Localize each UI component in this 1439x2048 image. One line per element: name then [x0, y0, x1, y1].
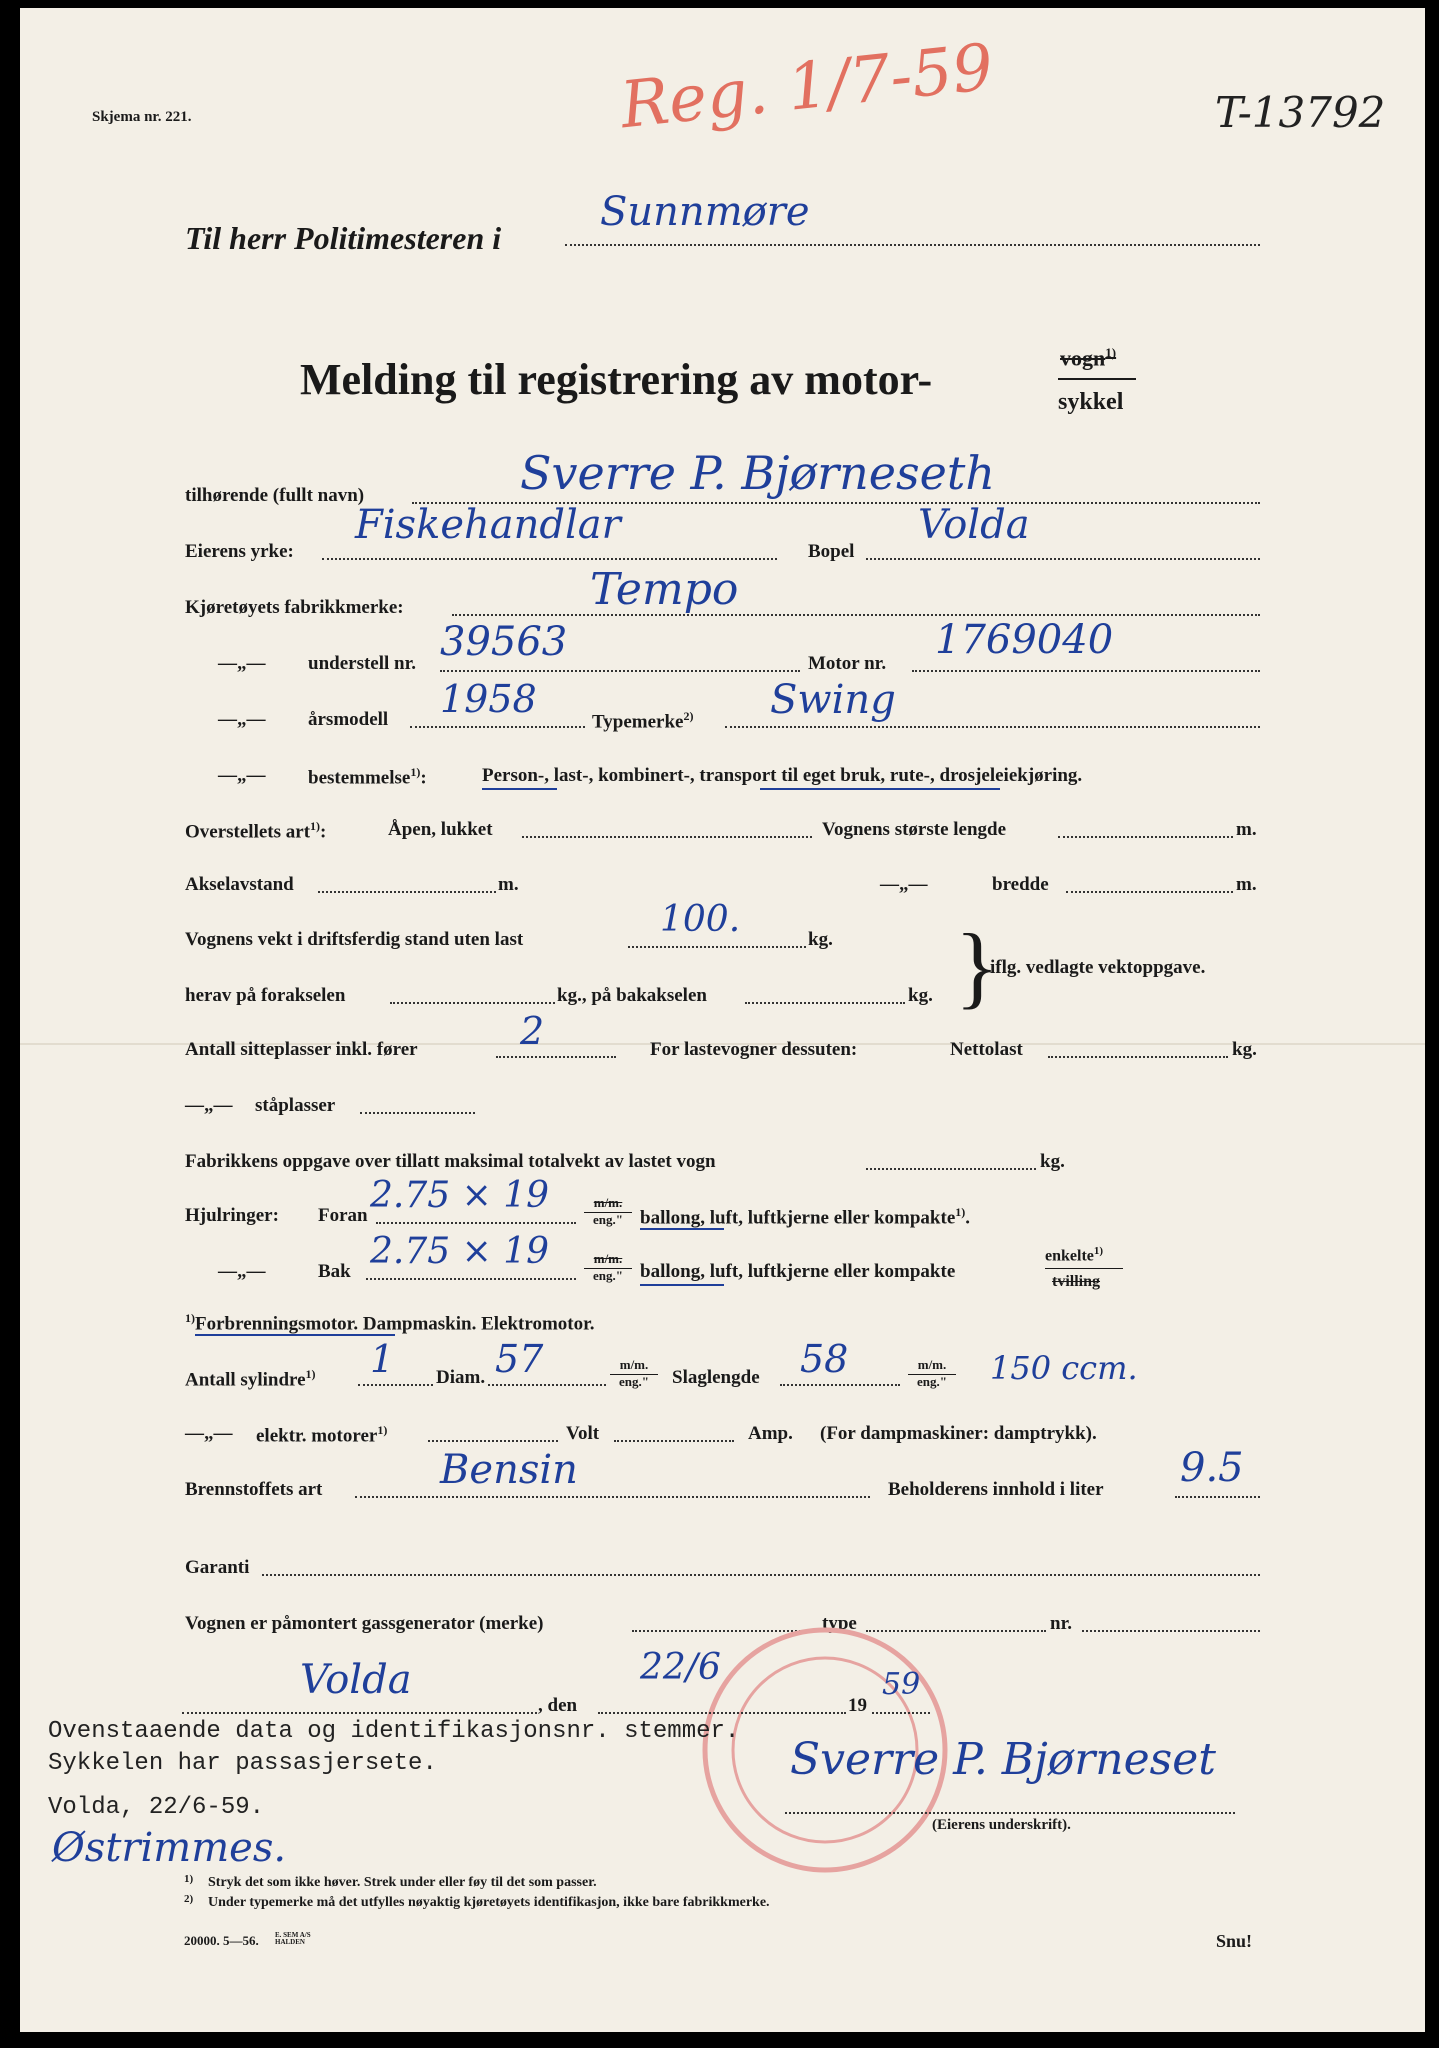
engine-number-line: [912, 670, 1260, 672]
occupation-label: Eierens yrke:: [185, 541, 294, 562]
tyres-rear-ballong-underline: [640, 1284, 724, 1286]
tyres-twin-label: tvilling: [1052, 1273, 1101, 1290]
diam-value: 57: [495, 1337, 544, 1381]
cylinders-line: [358, 1384, 433, 1386]
diam-unit: m/m. eng.": [610, 1358, 658, 1390]
electric-label: elektr. motorer$^{1)}$: [256, 1423, 388, 1447]
addressee-value: Sunnmøre: [600, 189, 810, 235]
standing-line: [360, 1112, 475, 1114]
police-note-line1: Ovenstaaende data og identifikasjonsnr. stemmer.: [48, 1718, 740, 1745]
width-label: bredde: [992, 874, 1049, 895]
occupation-line: [322, 558, 777, 560]
warranty-line: [262, 1574, 1260, 1576]
electric-line: [428, 1440, 558, 1442]
tyres-rear-label: Bak: [318, 1261, 351, 1282]
purpose-transport-underline: [760, 788, 1000, 790]
max-length-line: [1058, 836, 1233, 838]
max-total-line: [866, 1168, 1036, 1170]
tyres-front-unit: m/m. eng.": [584, 1196, 632, 1228]
tank-value: 9.5: [1180, 1445, 1244, 1491]
owner-signature-line: [785, 1812, 1235, 1814]
seats-value: 2: [520, 1009, 545, 1053]
weight-value: 100.: [660, 899, 741, 940]
tank-label: Beholderens innhold i liter: [888, 1479, 1104, 1500]
purpose-person-underline: [482, 788, 557, 790]
tyres-front-options: ballong, luft, luftkjerne eller kompakte$^{1)}$.: [640, 1205, 971, 1229]
rear-axle-unit: kg.: [908, 985, 933, 1006]
tyres-front-ballong-underline: [640, 1228, 724, 1230]
front-axle-line: [390, 1002, 555, 1004]
warranty-label: Garanti: [185, 1557, 250, 1578]
cylinders-value: 1: [370, 1337, 395, 1381]
chassis-value: 39563: [440, 619, 568, 665]
tyres-front-value: 2.75 × 19: [370, 1175, 550, 1216]
make-label: Kjøretøyets fabrikkmerke:: [185, 597, 404, 618]
diam-label: Diam.: [436, 1367, 486, 1388]
footnote-1-mark: 1): [184, 1873, 194, 1885]
seats-label: Antall sitteplasser inkl. fører: [185, 1039, 418, 1060]
fuel-value: Bensin: [440, 1447, 578, 1493]
tyres-rear-unit: m/m. eng.": [584, 1252, 632, 1284]
chassis-label: understell nr.: [308, 653, 417, 674]
addressee-label: Til herr Politimesteren i: [185, 220, 502, 256]
wheelbase-unit: m.: [498, 874, 519, 895]
gas-nr-line: [1082, 1630, 1260, 1632]
turn-over-note: Snu!: [1216, 1931, 1253, 1951]
year-line: [872, 1712, 930, 1714]
fuel-line: [355, 1496, 870, 1498]
weight-note: iflg. vedlagte vektoppgave.: [990, 957, 1206, 978]
date-label: , den: [538, 1695, 578, 1716]
displacement-value: 150 ccm.: [990, 1349, 1138, 1387]
engine-number-value: 1769040: [935, 617, 1114, 663]
date-line: [598, 1712, 846, 1714]
stroke-line: [780, 1384, 900, 1386]
volt-label: Volt: [566, 1423, 600, 1444]
tyres-label: Hjulringer:: [185, 1205, 279, 1226]
stroke-unit: m/m. eng.": [908, 1358, 956, 1390]
type-value: Swing: [770, 677, 896, 723]
ditto-mark-1: —„—: [218, 653, 266, 674]
front-axle-label: herav på forakselen: [185, 985, 346, 1006]
residence-line: [866, 558, 1260, 560]
engine-types-underline: [195, 1334, 395, 1336]
footnote-1: Stryk det som ikke høver. Strek under eller føy til det som passer.: [208, 1875, 597, 1890]
tyres-front-line: [376, 1222, 576, 1224]
make-value: Tempo: [590, 564, 739, 615]
gas-label: Vognen er påmontert gassgenerator (merke): [185, 1613, 544, 1634]
tyres-rear-options: ballong, luft, luftkjerne eller kompakte: [640, 1261, 956, 1282]
police-note-line3: Volda, 22/6-59.: [48, 1794, 265, 1821]
printer: E. SEM A/S HALDEN: [275, 1931, 311, 1946]
cylinders-label: Antall sylindre$^{1)}$: [185, 1367, 316, 1391]
ditto-mark-2: —„—: [218, 709, 266, 730]
gas-nr-label: nr.: [1050, 1613, 1073, 1634]
engine-types: $^{1)}$Forbrenningsmotor. Dampmaskin. Elektromotor.: [185, 1311, 595, 1335]
owner-label: tilhørende (fullt navn): [185, 485, 365, 506]
stroke-value: 58: [800, 1337, 849, 1381]
seats-line: [496, 1056, 616, 1058]
weight-brace: }: [955, 915, 1000, 1017]
officer-signature: Østrimmes.: [52, 1825, 287, 1871]
owner-value: Sverre P. Bjørneseth: [520, 446, 995, 500]
occupation-value: Fiskehandlar: [355, 502, 621, 548]
ditto-mark-6: —„—: [218, 1261, 266, 1282]
truck-label: For lastevogner dessuten:: [650, 1039, 858, 1060]
model-year-line: [410, 726, 585, 728]
net-load-unit: kg.: [1232, 1039, 1257, 1060]
max-total-label: Fabrikkens oppgave over tillatt maksimal totalvekt av lastet vogn: [185, 1151, 716, 1172]
wheelbase-line: [318, 891, 496, 893]
form-number: Skjema nr. 221.: [92, 109, 192, 125]
stroke-label: Slaglengde: [672, 1367, 760, 1388]
date-value: 22/6: [640, 1647, 721, 1688]
width-line: [1066, 891, 1233, 893]
tyres-rear-line: [366, 1278, 576, 1280]
title-option-sykkel: sykkel: [1058, 389, 1124, 415]
weight-label: Vognens vekt i driftsferdig stand uten last: [185, 929, 524, 950]
standing-label: ståplasser: [255, 1095, 336, 1116]
residence-label: Bopel: [808, 541, 855, 562]
place-value: Volda: [300, 1657, 412, 1703]
net-load-label: Nettolast: [950, 1039, 1023, 1060]
addressee-line: [565, 244, 1260, 246]
steam-label: (For dampmaskiner: damptrykk).: [820, 1423, 1097, 1444]
wheelbase-label: Akselavstand: [185, 874, 294, 895]
chassis-line: [440, 670, 800, 672]
make-line: [452, 614, 1260, 616]
police-note-line2: Sykkelen har passasjersete.: [48, 1750, 437, 1777]
diam-line: [488, 1384, 606, 1386]
owner-signature-label: (Eierens underskrift).: [932, 1817, 1071, 1833]
net-load-line: [1048, 1056, 1228, 1058]
place-line: [182, 1712, 537, 1714]
rear-axle-label: kg., på bakakselen: [557, 985, 707, 1006]
owner-signature: Sverre P. Bjørneset: [790, 1734, 1216, 1785]
case-number: T-13792: [1215, 88, 1386, 137]
max-length-label: Vognens største lengde: [822, 819, 1007, 840]
footnote-2: Under typemerke må det utfylles nøyaktig kjøretøyets identifikasjon, ikke bare fabrikkmerke.: [208, 1895, 770, 1910]
tyres-rear-value: 2.75 × 19: [370, 1231, 550, 1272]
body-line: [522, 836, 812, 838]
body-options: Åpen, lukket: [388, 819, 493, 840]
type-label: Typemerke$^{2)}$: [592, 709, 694, 733]
gas-type-label: type: [822, 1613, 857, 1634]
year-prefix: 19: [848, 1695, 867, 1716]
model-year-value: 1958: [440, 677, 537, 721]
title-fraction-bar: [1058, 378, 1136, 380]
purpose-options: Person-, last-, kombinert-, transport til eget bruk, rute-, drosjeleiekjøring.: [482, 765, 1083, 786]
engine-number-label: Motor nr.: [808, 653, 887, 674]
rear-axle-line: [745, 1002, 905, 1004]
form-title: Melding til registrering av motor-: [300, 355, 933, 404]
tyres-front-label: Foran: [318, 1205, 368, 1226]
ditto-mark-5: —„—: [185, 1095, 233, 1116]
weight-unit: kg.: [808, 929, 833, 950]
ditto-mark-4: —„—: [880, 874, 928, 895]
type-line: [725, 726, 1260, 728]
amp-label: Amp.: [748, 1423, 793, 1444]
tyres-single-label: enkelte$^{1)}$: [1045, 1245, 1104, 1265]
purpose-label: bestemmelse$^{1)}$:: [308, 765, 427, 789]
max-total-unit: kg.: [1040, 1151, 1065, 1172]
print-info: 20000. 5—56.: [184, 1933, 259, 1948]
weight-line: [628, 946, 806, 948]
tyres-fraction-bar: [1045, 1268, 1123, 1269]
max-length-unit: m.: [1236, 819, 1257, 840]
ditto-mark-3: —„—: [218, 765, 266, 786]
residence-value: Volda: [918, 502, 1030, 548]
model-year-label: årsmodell: [308, 709, 389, 730]
volt-line: [614, 1440, 734, 1442]
registration-stamp: Reg. 1/7-59: [617, 30, 997, 144]
width-unit: m.: [1236, 874, 1257, 895]
tank-line: [1175, 1496, 1260, 1498]
title-option-vogn: vogn$^{1)}$: [1060, 345, 1117, 371]
year-value: 59: [882, 1667, 921, 1702]
footnote-2-mark: 2): [184, 1893, 194, 1905]
ditto-mark-7: —„—: [185, 1423, 233, 1444]
fuel-label: Brennstoffets art: [185, 1479, 323, 1500]
body-label: Overstellets art$^{1)}$:: [185, 819, 327, 843]
